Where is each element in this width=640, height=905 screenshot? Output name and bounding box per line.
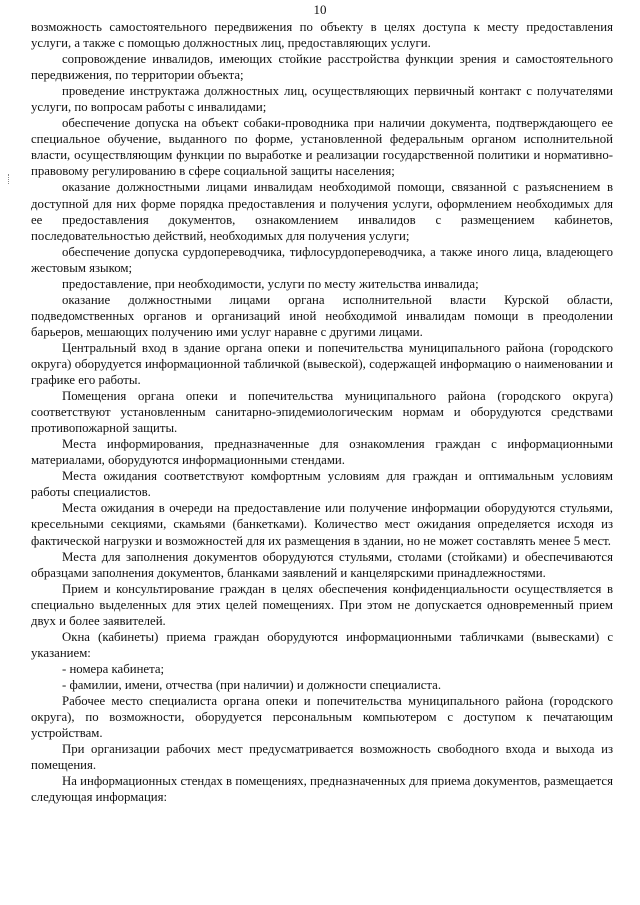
- paragraph: При организации рабочих мест предусматривается возможность свободного входа и выхода из помещения.: [31, 742, 613, 773]
- document-body: [31, 19, 613, 805]
- paragraph: обеспечение допуска на объект собаки-проводника при наличии документа, подтверждающего ее специальное обучение, выданного по форме, установленной федеральным органом исполнительной власти, осуществляющим функции по выработке и реализации государственной политики и нормативно-правовому регулированию в сфере социальной защиты населения;: [31, 116, 613, 179]
- margin-mark: [8, 174, 11, 184]
- paragraph: Помещения органа опеки и попечительства муниципального района (городского округа) соответствуют установленным санитарно-эпидемиологическим нормам и оборудуются средствами противопожарной защиты.: [31, 389, 613, 436]
- paragraph: оказание должностными лицами инвалидам необходимой помощи, связанной с разъяснением в доступной для них форме порядка предоставления и получения услуги, оформлением необходимых для ее предоставления документов, ознакомлением инвалидов с размещением кабинетов, последовательностью действий, необходимых для получения услуги;: [31, 180, 613, 243]
- paragraph: оказание должностными лицами органа исполнительной власти Курской области, подведомственных органов и организаций иной необходимой инвалидам помощи в преодолении барьеров, мешающих получению ими услуг наравне с другими лицами.: [31, 292, 613, 339]
- paragraph: Места ожидания соответствуют комфортным условиям для граждан и оптимальным условиям работы специалистов.: [31, 469, 613, 500]
- paragraph: Места информирования, предназначенные для ознакомления граждан с информационными материалами, оборудуются информационными стендами.: [31, 437, 613, 468]
- paragraph: сопровождение инвалидов, имеющих стойкие расстройства функции зрения и самостоятельного передвижения, по территории объекта;: [31, 52, 613, 83]
- paragraph: - фамилии, имени, отчества (при наличии) и должности специалиста.: [62, 677, 442, 692]
- paragraph: возможность самостоятельного передвижения по объекту в целях доступа к месту предоставления услуги, а также с помощью должностных лиц, предоставляющих услуги.: [31, 20, 613, 51]
- paragraph: предоставление, при необходимости, услуги по месту жительства инвалида;: [62, 276, 479, 291]
- paragraph: - номера кабинета;: [62, 661, 165, 676]
- paragraph: Места ожидания в очереди на предоставление или получение информации оборудуются стульями, кресельными секциями, скамьями (банкетками). Количество мест ожидания определяется исходя из фактической нагрузки и возможностей для их размещения в здании, но не может составлять менее 5 мест.: [31, 501, 613, 548]
- paragraph: Прием и консультирование граждан в целях обеспечения конфиденциальности осуществляется в специально выделенных для этих целей помещениях. При этом не допускается одновременный прием двух и более заявителей.: [31, 581, 613, 628]
- paragraph: Места для заполнения документов оборудуются стульями, столами (стойками) и обеспечиваются образцами заполнения документов, бланками заявлений и канцелярскими принадлежностями.: [31, 549, 613, 580]
- paragraph: Окна (кабинеты) приема граждан оборудуются информационными табличками (вывесками) с указанием:: [31, 629, 613, 660]
- paragraph: Центральный вход в здание органа опеки и попечительства муниципального района (городского округа) оборудуется информационной табличкой (вывеской), содержащей информацию о наименовании и графике его работы.: [31, 340, 613, 388]
- paragraph: обеспечение допуска сурдопереводчика, тифлосурдопереводчика, а также иного лица, владеющего жестовым языком;: [31, 244, 613, 275]
- paragraph: Рабочее место специалиста органа опеки и попечительства муниципального района (городского округа), по возможности, оборудуется персональным компьютером с доступом к печатающим устройствам.: [31, 693, 613, 741]
- paragraph: На информационных стендах в помещениях, предназначенных для приема документов, размещается следующая информация:: [31, 774, 613, 805]
- page-number: 10: [313, 2, 327, 17]
- paragraph: проведение инструктажа должностных лиц, осуществляющих первичный контакт с получателями услуги, по вопросам работы с инвалидами;: [31, 84, 613, 115]
